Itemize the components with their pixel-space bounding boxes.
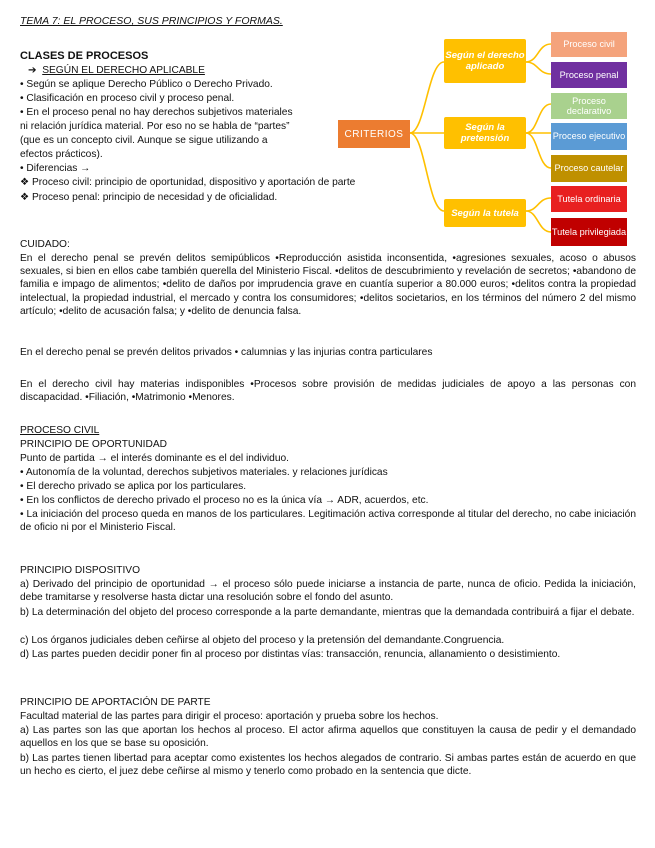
cuidado-paragraph: En el derecho penal se prevén delitos semipúblicos •Reproducción asistida inconsentida, •agresiones sexuales, acoso o abusos sexuales, si bien en ellos cabe también querella del Ministerio Fiscal. •delitos de descubrimiento y revelación de secretos; •abandono de familia e impago de alimentos; •delito de daños por imprudencia grave en cuantía superior a 80.000 euros; •delitos contra la propiedad intelectual, la propiedad industrial, el mercado y contra los consumidores; •delitos societarios, en los términos del número 2 del mismo artículo; •delito de acusación falsa; y •delito de denuncia falsa. bbox=[20, 253, 636, 317]
civil-line: Punto de partida → el interés dominante es el del individuo. bbox=[20, 453, 290, 464]
clases-subheading: SEGÚN EL DERECHO APLICABLE bbox=[42, 65, 205, 76]
civil-bullet: • La iniciación del proceso queda en manos de los particulares. Legitimación activa corresponde al titular del derecho, no cabe iniciación de oficio ni por el Ministerio Fiscal. bbox=[20, 509, 636, 534]
aportacion-item: a) Las partes son las que aportan los hechos al proceso. El actor afirma aquellos que constituyen la causa de pedir y el demandado aquellos en los que se base su oposición. bbox=[20, 725, 636, 750]
cuidado-paragraph: En el derecho penal se prevén delitos privados • calumnias y las injurias contra particulares bbox=[20, 347, 433, 358]
dispositivo-heading: PRINCIPIO DISPOSITIVO bbox=[20, 565, 141, 576]
diagram-root-criterios: CRITERIOS bbox=[338, 120, 410, 148]
diagram-group-pretension: Según la pretensión bbox=[444, 117, 526, 149]
connector-group-leaf bbox=[526, 133, 551, 168]
clases-line: • En el proceso penal no hay derechos subjetivos materiales bbox=[20, 107, 293, 118]
connector-group-leaf bbox=[526, 198, 551, 211]
connector-group-leaf bbox=[526, 211, 551, 232]
diagram-leaf-proceso-penal: Proceso penal bbox=[551, 62, 627, 88]
clases-line: • Diferencias → bbox=[20, 163, 91, 174]
dispositivo-item: d) Las partes pueden decidir poner fin al proceso por distintas vías: transacción, renuncia, allanamiento o desistimiento. bbox=[20, 649, 561, 660]
diagram-group-derecho: Según el derecho aplicado bbox=[444, 39, 526, 83]
clases-line: ❖ Proceso civil: principio de oportunidad, dispositivo y aportación de parte bbox=[20, 177, 356, 188]
connector-root-group bbox=[410, 133, 444, 211]
dispositivo-item: a) Derivado del principio de oportunidad → el proceso sólo puede iniciarse a instancia de parte, nunca de oficio. Pedida la iniciación, debe tramitarse y resolverse hasta dictar una resolución sobre el fondo del asunto. bbox=[20, 579, 636, 604]
diagram-leaf-proceso-ejecutivo: Proceso ejecutivo bbox=[551, 123, 627, 150]
diagram-leaf-tutela-ordinaria: Tutela ordinaria bbox=[551, 186, 627, 212]
clases-line: efectos prácticos). bbox=[20, 149, 103, 160]
aportacion-heading: PRINCIPIO DE APORTACIÓN DE PARTE bbox=[20, 697, 211, 708]
diagram-leaf-tutela-privilegiada: Tutela privilegiada bbox=[551, 218, 627, 246]
dispositivo-item: b) La determinación del objeto del proceso corresponde a la parte demandante, mientras que la demandada contribuirá a fijar el debate. bbox=[20, 607, 635, 618]
diagram-group-tutela: Según la tutela bbox=[444, 199, 526, 227]
clases-line: ni relación jurídica material. Por eso no se habla de “partes” bbox=[20, 121, 290, 132]
arrow-icon: ➔ bbox=[28, 65, 37, 76]
connector-root-group bbox=[410, 62, 444, 133]
connector-group-leaf bbox=[526, 44, 551, 62]
civil-heading: PROCESO CIVIL bbox=[20, 425, 100, 436]
clases-line: • Según se aplique Derecho Público o Derecho Privado. bbox=[20, 79, 273, 90]
civil-bullet: • El derecho privado se aplica por los particulares. bbox=[20, 481, 247, 492]
oportunidad-heading: PRINCIPIO DE OPORTUNIDAD bbox=[20, 439, 167, 450]
aportacion-item: b) Las partes tienen libertad para aceptar como existentes los hechos alegados de contrario. Si ambas partes están de acuerdo en que un hecho es cierto, el juez debe ceñirse al mismo y tenerlo como probado en la sentencia que dicte. bbox=[20, 753, 636, 778]
dispositivo-item: c) Los órganos judiciales deben ceñirse al objeto del proceso y la pretensión del demandante.Congruencia. bbox=[20, 635, 505, 646]
diagram-leaf-proceso-civil: Proceso civil bbox=[551, 32, 627, 57]
clases-line: ❖ Proceso penal: principio de necesidad y de oficialidad. bbox=[20, 192, 278, 203]
page-title: TEMA 7: EL PROCESO, SUS PRINCIPIOS Y FORMAS. bbox=[20, 15, 283, 27]
cuidado-paragraph: En el derecho civil hay materias indisponibles •Procesos sobre provisión de medidas judiciales de apoyo a las personas con discapacidad. •Filiación, •Matrimonio •Menores. bbox=[20, 379, 636, 404]
clases-heading: CLASES DE PROCESOS bbox=[20, 50, 149, 62]
civil-bullet: • En los conflictos de derecho privado el proceso no es la única vía → ADR, acuerdos, etc. bbox=[20, 495, 429, 506]
diagram-leaf-proceso-declarativo: Proceso declarativo bbox=[551, 93, 627, 119]
clases-line: (que es un concepto civil. Aunque se sigue utilizando a bbox=[20, 135, 268, 146]
connector-group-leaf bbox=[526, 62, 551, 74]
clases-line: • Clasificación en proceso civil y proceso penal. bbox=[20, 93, 235, 104]
cuidado-heading: CUIDADO: bbox=[20, 239, 70, 250]
aportacion-line: Facultad material de las partes para dirigir el proceso: aportación y prueba sobre los hechos. bbox=[20, 711, 439, 722]
diagram-leaf-proceso-cautelar: Proceso cautelar bbox=[551, 155, 627, 182]
connector-group-leaf bbox=[526, 104, 551, 133]
civil-bullet: • Autonomía de la voluntad, derechos subjetivos materiales. y relaciones jurídicas bbox=[20, 467, 388, 478]
